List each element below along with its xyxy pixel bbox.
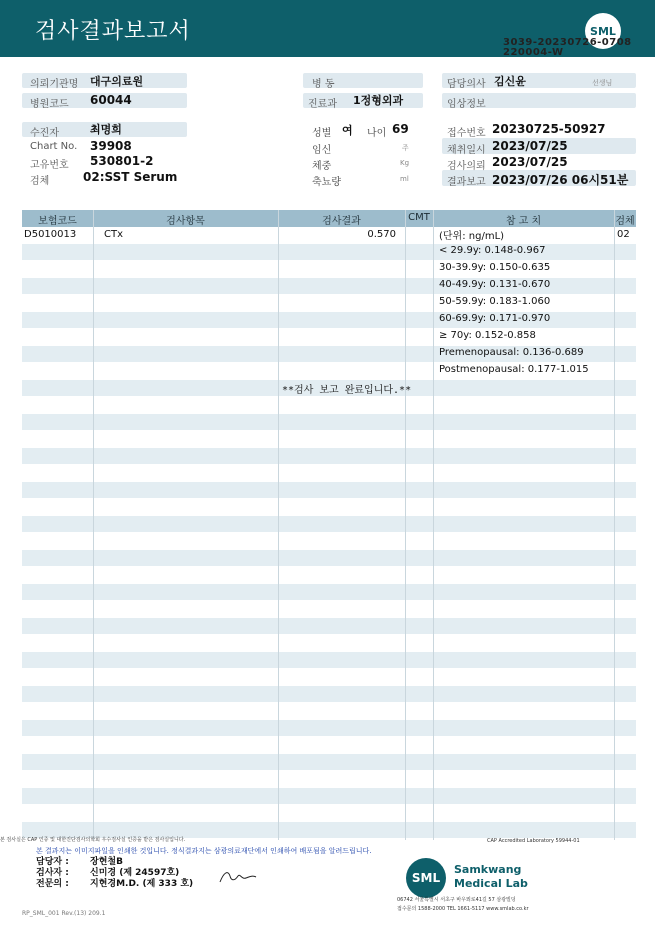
col-divider-4 <box>433 210 434 840</box>
id-no-label: 고유번호 <box>30 160 69 171</box>
staff-role: 전문의 : <box>36 879 69 889</box>
doctor-value: 김신윤 <box>494 75 526 88</box>
report-title: 검사결과보고서 <box>35 19 191 44</box>
staff-role: 검사자 : <box>36 868 69 878</box>
table-row-band <box>22 482 636 498</box>
logo-name-line2: Medical Lab <box>454 877 528 890</box>
urine-unit: ml <box>400 175 409 183</box>
age-value: 69 <box>392 122 409 136</box>
staff-role: 담당자 : <box>36 857 69 867</box>
reference-line: ≥ 70y: 0.152-0.858 <box>439 330 536 341</box>
staff-name: 장현철B <box>90 857 123 867</box>
weight-unit: Kg <box>400 159 410 167</box>
reference-line: < 29.9y: 0.148-0.967 <box>439 245 546 256</box>
table-row-band <box>22 686 636 702</box>
report-ref-line2: 220004-W <box>503 47 564 58</box>
image-print-notice: 본 결과지는 이미지파일을 인쇄한 것입니다. 정식결과지는 삼광의료재단에서 인쇄하여 배포됨을 알려드립니다. <box>36 847 372 855</box>
lab-address: 06742 서울특별시 서초구 바우뫼로41길 57 삼광빌딩 <box>397 897 516 903</box>
row-insurance-code: D5010013 <box>24 229 77 240</box>
report-complete-message: **검사 보고 완료입니다.** <box>282 385 412 396</box>
reference-line: 30-39.9y: 0.150-0.635 <box>439 262 551 273</box>
col-divider-3 <box>405 210 406 840</box>
doctor-label: 담당의사 <box>447 79 486 90</box>
table-row-band <box>22 516 636 532</box>
col-divider-2 <box>278 210 279 840</box>
chart-no-value: 39908 <box>90 139 132 153</box>
table-row-band <box>22 652 636 668</box>
table-row-band <box>22 788 636 804</box>
certification-note: 본 검사실은 CAP 인증 및 대한진단검사의학회 우수검사실 인증을 받은 검사실입니다. <box>0 837 186 843</box>
logo-name-line1: Samkwang <box>454 863 522 876</box>
col-divider-1 <box>93 210 94 840</box>
receipt-no-label: 접수번호 <box>447 128 486 139</box>
staff-name: 지현경M.D. (제 333 호) <box>90 879 194 889</box>
reference-line: 60-69.9y: 0.171-0.970 <box>439 313 551 324</box>
department-value: 1정형외과 <box>353 94 404 107</box>
chart-no-label: Chart No. <box>30 141 78 152</box>
pregnancy-unit: 주 <box>402 144 409 152</box>
table-row-band <box>22 414 636 430</box>
urine-label: 축뇨량 <box>312 177 341 188</box>
hospital-code-value: 60044 <box>90 93 132 107</box>
th-insurance-code: 보험코드 <box>38 216 77 227</box>
specimen-value: 02:SST Serum <box>83 170 178 184</box>
sml-logo-text: SML <box>411 871 441 885</box>
request-date-value: 2023/07/25 <box>492 155 568 169</box>
specimen-label: 검체 <box>30 176 50 187</box>
ward-label: 병 동 <box>312 79 335 90</box>
reference-line: Premenopausal: 0.136-0.689 <box>439 347 584 358</box>
table-row-band <box>22 618 636 634</box>
cap-note: CAP Accredited Laboratory 59944-01 <box>487 838 580 844</box>
request-date-label: 검사의뢰 <box>447 161 486 172</box>
th-cmt: CMT <box>408 212 430 223</box>
report-ref-line1: 3039-20230726-0708 <box>503 37 632 48</box>
reference-line: 40-49.9y: 0.131-0.670 <box>439 279 551 290</box>
th-test-item: 검사항목 <box>166 216 205 227</box>
receipt-no-value: 20230725-50927 <box>492 122 606 136</box>
staff-name: 신미경 (제 24597호) <box>90 868 180 878</box>
row-test-result: 0.570 <box>367 229 396 240</box>
row-specimen: 02 <box>617 229 630 240</box>
lab-contact: 접수문의 1588-2000 TEL 1661-5117 www.smlab.co.kr <box>397 906 529 912</box>
collect-date-value: 2023/07/25 <box>492 139 568 153</box>
hospital-code-label: 병원코드 <box>30 99 69 110</box>
patient-value: 최명희 <box>90 123 122 136</box>
sml-badge-text: SML <box>590 25 616 38</box>
collect-date-label: 채취일시 <box>447 145 486 156</box>
row-test-item: CTx <box>104 229 124 240</box>
reference-line: (단위: ng/mL) <box>439 231 505 242</box>
th-reference: 참 고 치 <box>505 216 542 227</box>
signature-image <box>218 868 258 886</box>
table-row-band <box>22 550 636 566</box>
th-specimen: 검체 <box>615 216 635 227</box>
department-label: 진료과 <box>308 99 337 110</box>
requesting-org-value: 대구의료원 <box>90 75 144 88</box>
age-label: 나이 <box>367 128 387 139</box>
patient-label: 수진자 <box>30 128 59 139</box>
reference-line: 50-59.9y: 0.183-1.060 <box>439 296 551 307</box>
th-test-result: 검사결과 <box>322 216 361 227</box>
weight-label: 체중 <box>312 161 332 172</box>
sex-value: 여 <box>342 124 353 137</box>
form-code: RP_SML_001 Rev.(13) 209.1 <box>22 910 106 917</box>
table-row-band <box>22 720 636 736</box>
clinical-info-label: 임상정보 <box>447 99 486 110</box>
table-row-band <box>22 584 636 600</box>
requesting-org-label: 의뢰기관명 <box>30 79 79 90</box>
pregnancy-label: 임신 <box>312 145 332 156</box>
sex-label: 성별 <box>312 128 332 139</box>
col-divider-5 <box>614 210 615 840</box>
report-date-label: 결과보고 <box>447 177 486 188</box>
table-row-band <box>22 448 636 464</box>
id-no-value: 530801-2 <box>90 154 154 168</box>
reference-line: Postmenopausal: 0.177-1.015 <box>439 364 589 375</box>
table-row-band <box>22 754 636 770</box>
sml-logo-icon <box>406 858 446 898</box>
doctor-suffix: 선생님 <box>592 79 613 87</box>
report-date-value: 2023/07/26 06시51분 <box>492 173 629 187</box>
